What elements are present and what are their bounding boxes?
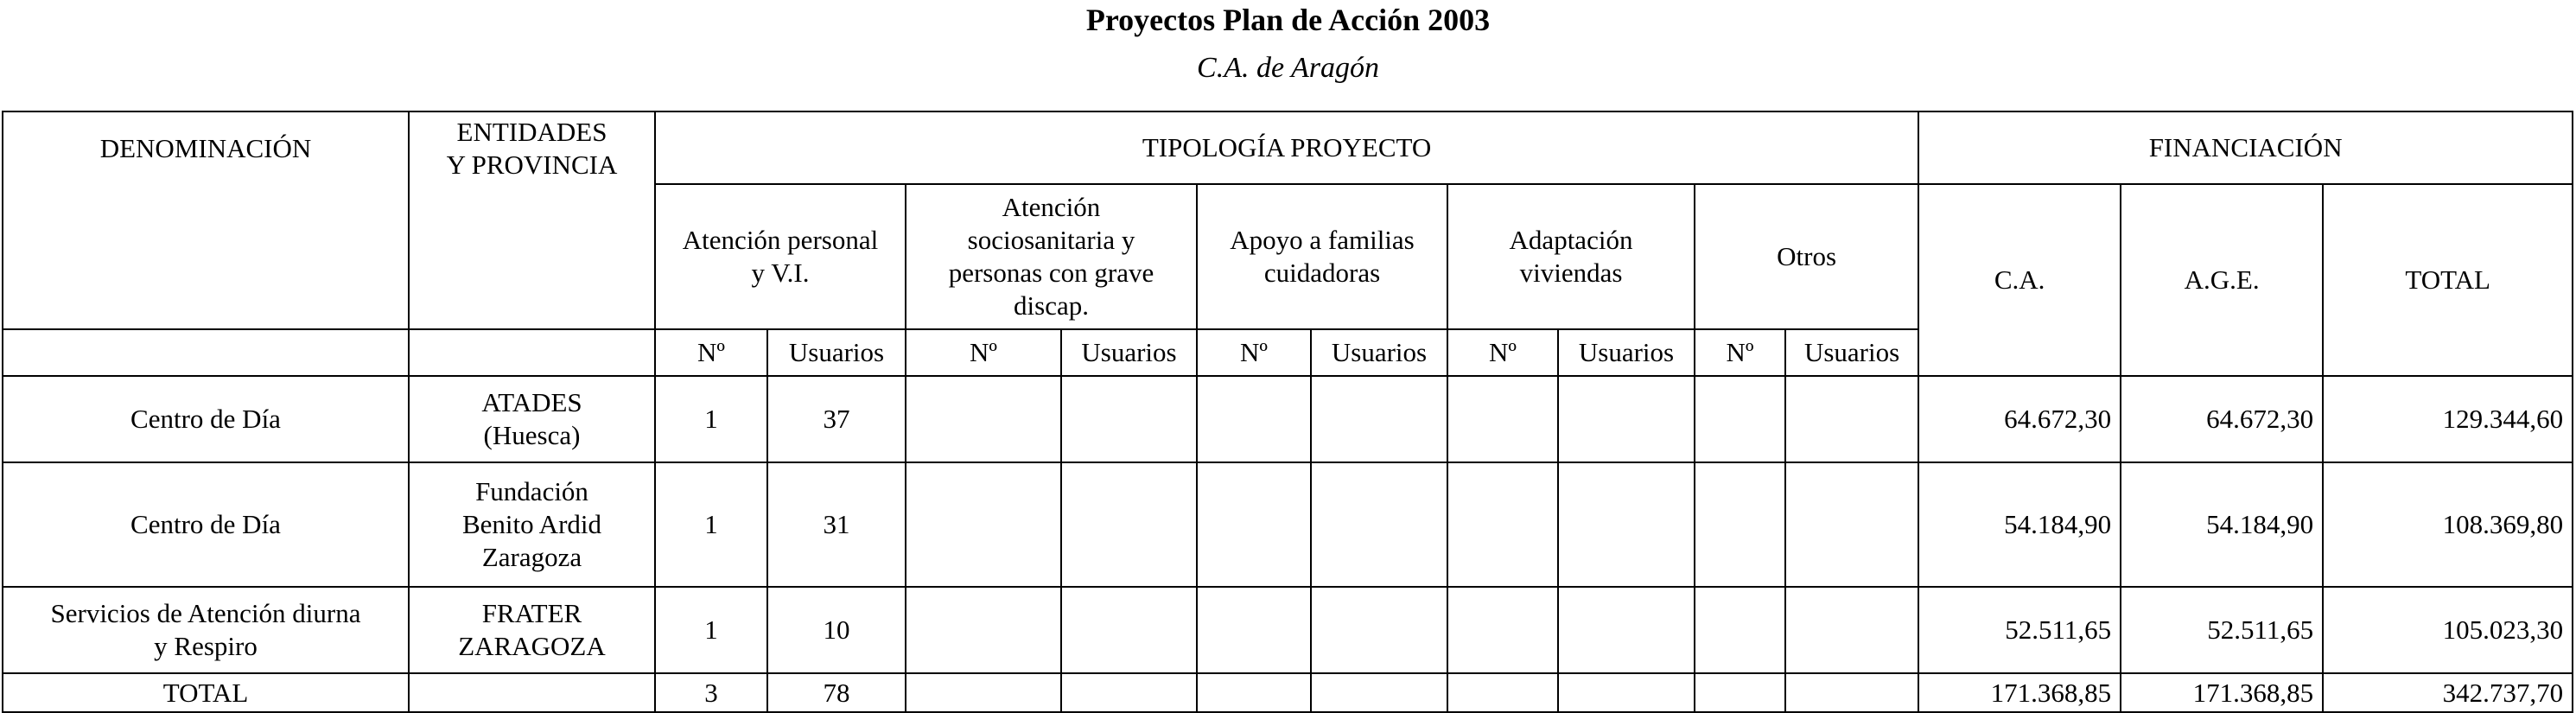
category-header-adaptacion: Adaptación viviendas (1447, 184, 1695, 329)
row-denominacion: Centro de Día (3, 462, 409, 587)
row-users: 10 (767, 587, 906, 673)
empty-cell (1197, 462, 1311, 587)
row-age: 64.672,30 (2121, 376, 2323, 462)
empty-cell (1197, 376, 1311, 462)
totals-age: 171.368,85 (2121, 673, 2323, 712)
row-num: 1 (655, 376, 767, 462)
projects-table (2, 111, 2573, 713)
row-entidad: ATADES (Huesca) (409, 376, 655, 462)
empty-cell (1558, 376, 1695, 462)
row-denominacion: Servicios de Atención diurna y Respiro (3, 587, 409, 673)
empty-cell (1061, 462, 1197, 587)
num-header: Nº (1447, 329, 1558, 376)
users-header: Usuarios (1785, 329, 1918, 376)
row-users: 37 (767, 376, 906, 462)
row-denominacion: Centro de Día (3, 376, 409, 462)
users-header: Usuarios (1061, 329, 1197, 376)
empty-cell (1447, 673, 1558, 712)
users-header: Usuarios (1558, 329, 1695, 376)
denominacion-subheader (3, 329, 409, 376)
page-title: Proyectos Plan de Acción 2003 (1085, 3, 1491, 37)
row-age: 54.184,90 (2121, 462, 2323, 587)
empty-cell (906, 587, 1061, 673)
empty-cell (906, 673, 1061, 712)
empty-cell (1558, 673, 1695, 712)
totals-ca: 171.368,85 (1918, 673, 2121, 712)
category-header-sociosanitaria: Atención sociosanitaria y personas con grave discap. (906, 184, 1197, 329)
empty-cell (1197, 587, 1311, 673)
empty-cell (1558, 462, 1695, 587)
users-header: Usuarios (767, 329, 906, 376)
num-header: Nº (1695, 329, 1785, 376)
table-row (3, 587, 2573, 673)
row-age: 52.511,65 (2121, 587, 2323, 673)
empty-cell (1695, 376, 1785, 462)
table-row (3, 462, 2573, 587)
num-header: Nº (655, 329, 767, 376)
funding-header-total: TOTAL (2323, 184, 2573, 376)
empty-cell (1695, 462, 1785, 587)
empty-cell (1061, 673, 1197, 712)
empty-cell (1695, 587, 1785, 673)
num-header: Nº (1197, 329, 1311, 376)
entidades-subheader (409, 329, 655, 376)
row-total: 105.023,30 (2323, 587, 2573, 673)
table-row (3, 376, 2573, 462)
entidades-header: ENTIDADES Y PROVINCIA (409, 111, 655, 184)
empty-cell (1311, 587, 1447, 673)
empty-cell (1785, 587, 1918, 673)
row-users: 31 (767, 462, 906, 587)
empty-cell (1447, 587, 1558, 673)
row-total: 108.369,80 (2323, 462, 2573, 587)
empty-cell (1785, 376, 1918, 462)
row-entidad: FRATER ZARAGOZA (409, 587, 655, 673)
empty-cell (1447, 462, 1558, 587)
entidades-header-cont (409, 184, 655, 329)
row-ca: 54.184,90 (1918, 462, 2121, 587)
category-header-otros: Otros (1695, 184, 1918, 329)
header-row-2 (3, 184, 2573, 329)
row-total: 129.344,60 (2323, 376, 2573, 462)
totals-num: 3 (655, 673, 767, 712)
empty-cell (1061, 587, 1197, 673)
category-header-atencion-personal: Atención personal y V.I. (655, 184, 906, 329)
empty-cell (1785, 462, 1918, 587)
empty-cell (1311, 462, 1447, 587)
empty-cell (906, 376, 1061, 462)
totals-total: 342.737,70 (2323, 673, 2573, 712)
tipologia-header: TIPOLOGÍA PROYECTO (655, 111, 1918, 184)
row-num: 1 (655, 462, 767, 587)
row-ca: 64.672,30 (1918, 376, 2121, 462)
header-row-1 (3, 111, 2573, 184)
page-subtitle: C.A. de Aragón (1197, 52, 1379, 84)
financiacion-header: FINANCIACIÓN (1918, 111, 2573, 184)
row-entidad: Fundación Benito Ardid Zaragoza (409, 462, 655, 587)
empty-cell (409, 673, 655, 712)
empty-cell (1061, 376, 1197, 462)
empty-cell (1695, 673, 1785, 712)
totals-label: TOTAL (3, 673, 409, 712)
empty-cell (906, 462, 1061, 587)
empty-cell (1558, 587, 1695, 673)
totals-users: 78 (767, 673, 906, 712)
funding-header-age: A.G.E. (2121, 184, 2323, 376)
empty-cell (1311, 376, 1447, 462)
empty-cell (1785, 673, 1918, 712)
funding-header-ca: C.A. (1918, 184, 2121, 376)
denominacion-header-cont (3, 184, 409, 329)
totals-row (3, 673, 2573, 712)
row-ca: 52.511,65 (1918, 587, 2121, 673)
empty-cell (1197, 673, 1311, 712)
category-header-apoyo-familias: Apoyo a familias cuidadoras (1197, 184, 1447, 329)
empty-cell (1447, 376, 1558, 462)
users-header: Usuarios (1311, 329, 1447, 376)
denominacion-header: DENOMINACIÓN (3, 111, 409, 184)
empty-cell (1311, 673, 1447, 712)
row-num: 1 (655, 587, 767, 673)
num-header: Nº (906, 329, 1061, 376)
